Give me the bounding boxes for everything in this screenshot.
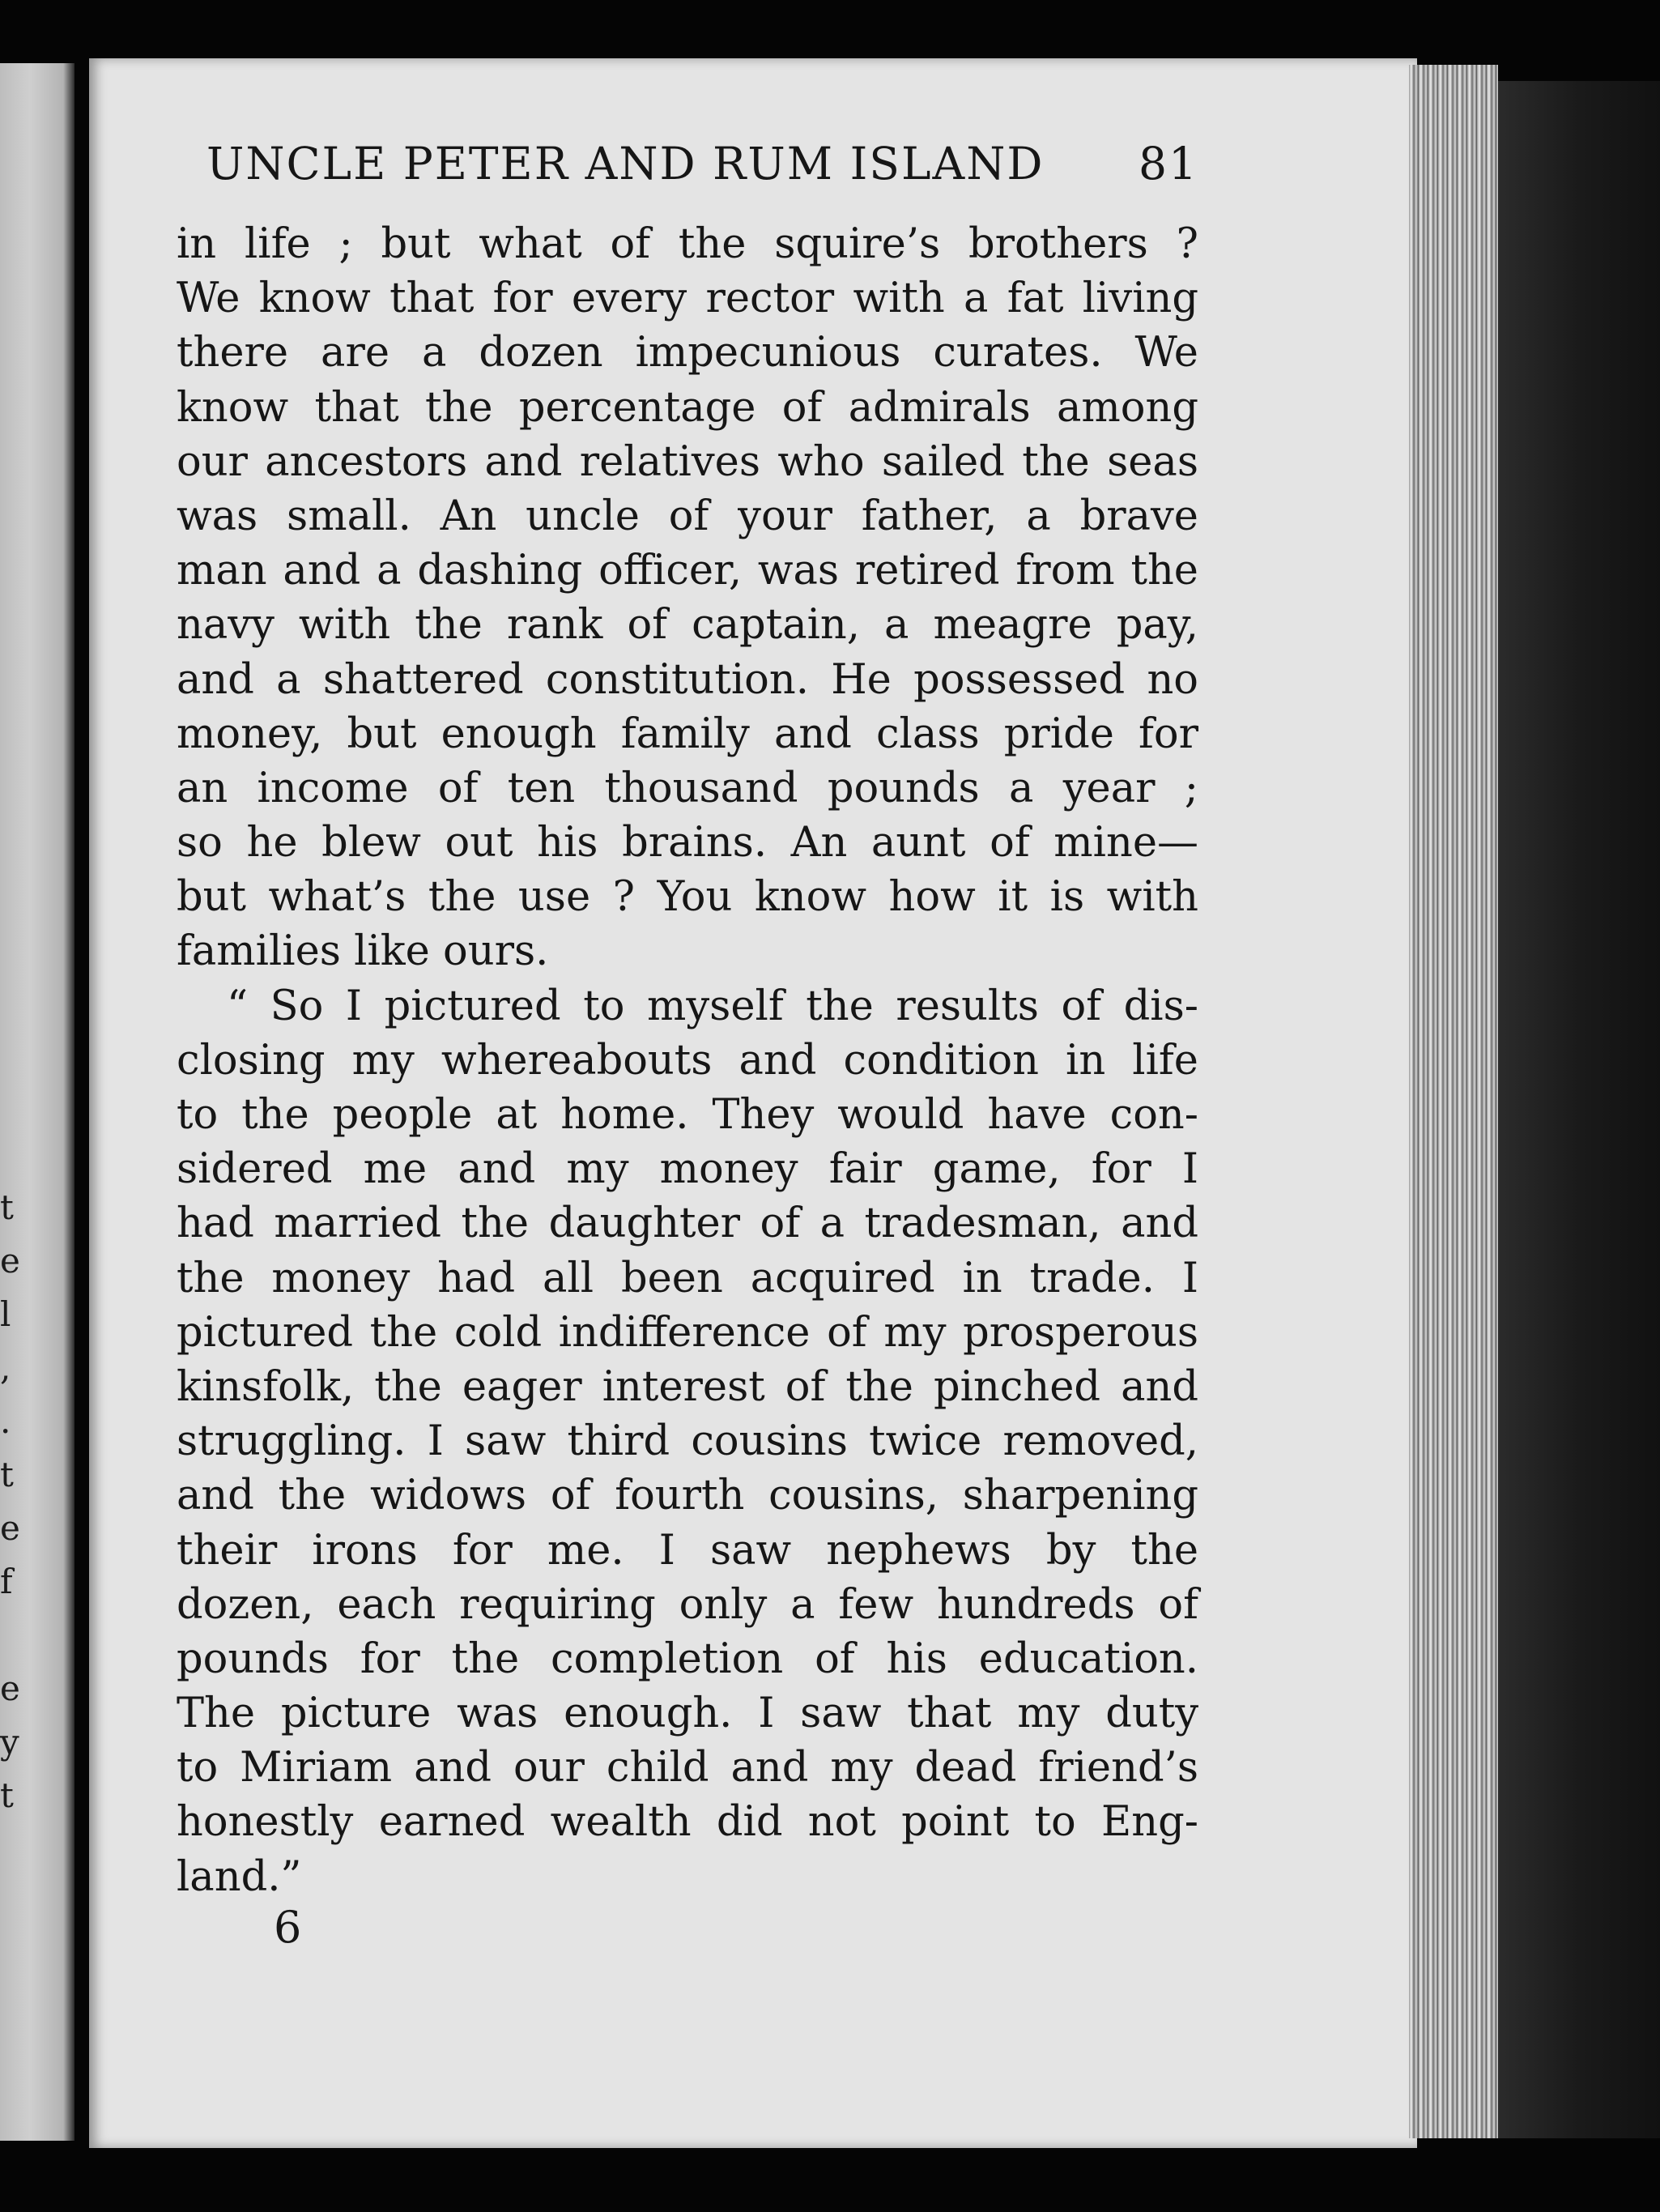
text-line: had married the daughter of a tradesman, and bbox=[177, 1200, 1198, 1248]
facing-page-char: y bbox=[0, 1722, 19, 1762]
facing-page-char: , bbox=[0, 1348, 11, 1387]
text-line: land.” bbox=[177, 1852, 302, 1901]
facing-page-char: e bbox=[0, 1669, 20, 1708]
text-line: closing my whereabouts and condition in life bbox=[177, 1036, 1198, 1085]
text-line: man and a dashing officer, was retired from the bbox=[177, 547, 1198, 595]
text-line: their irons for me. I saw nephews by the bbox=[177, 1526, 1198, 1575]
text-line: sidered me and my money fair game, for I bbox=[177, 1145, 1198, 1194]
text-line: dozen, each requiring only a few hundreds of bbox=[177, 1580, 1198, 1629]
text-line: The picture was enough. I saw that my duty bbox=[177, 1690, 1198, 1738]
facing-page-char: f bbox=[0, 1562, 13, 1601]
signature-mark: 6 bbox=[274, 1902, 302, 1953]
text-line: was small. An uncle of your father, a brave bbox=[177, 492, 1198, 540]
text-line: “ So I pictured to myself the results of dis- bbox=[227, 982, 1198, 1030]
text-line: and the widows of fourth cousins, sharpening bbox=[177, 1472, 1198, 1520]
running-head bbox=[206, 138, 1198, 190]
body-text bbox=[177, 217, 1198, 1904]
page-block-edge bbox=[1409, 65, 1498, 2138]
text-line: money, but enough family and class pride for bbox=[177, 710, 1198, 758]
text-line: honestly earned wealth did not point to Eng- bbox=[177, 1798, 1198, 1847]
facing-page-char: t bbox=[0, 1187, 14, 1227]
text-line: and a shattered constitution. He possessed no bbox=[177, 655, 1198, 704]
text-line: families like ours. bbox=[177, 927, 549, 976]
facing-page-char: e bbox=[0, 1241, 20, 1281]
page-number: 81 bbox=[1139, 138, 1198, 190]
text-line: struggling. I saw third cousins twice removed, bbox=[177, 1417, 1198, 1466]
facing-page-edge bbox=[0, 63, 74, 2141]
running-head-title: UNCLE PETER AND RUM ISLAND bbox=[206, 138, 1045, 190]
facing-page-char bbox=[0, 1609, 23, 1662]
text-line: to Miriam and our child and my dead friend’s bbox=[177, 1744, 1198, 1792]
text-line: navy with the rank of captain, a meagre pay, bbox=[177, 601, 1198, 650]
text-line: our ancestors and relatives who sailed the seas bbox=[177, 437, 1198, 486]
text-line: know that the percentage of admirals among bbox=[177, 383, 1198, 432]
text-line: pictured the cold indifference of my prosperous bbox=[177, 1308, 1198, 1357]
text-line: pounds for the completion of his education. bbox=[177, 1634, 1198, 1683]
facing-page-char: e bbox=[0, 1508, 20, 1548]
text-line: to the people at home. They would have con- bbox=[177, 1091, 1198, 1139]
facing-page-fragments bbox=[0, 1181, 23, 1822]
text-line: an income of ten thousand pounds a year ; bbox=[177, 764, 1198, 812]
text-line: there are a dozen impecunious curates. We bbox=[177, 329, 1198, 377]
text-line: so he blew out his brains. An aunt of mine— bbox=[177, 819, 1198, 867]
facing-page-char: . bbox=[0, 1401, 11, 1441]
paragraph-1 bbox=[177, 217, 1198, 979]
paragraph-2 bbox=[177, 979, 1198, 1904]
book-cover bbox=[1498, 81, 1660, 2138]
text-line: kinsfolk, the eager interest of the pinched and bbox=[177, 1362, 1198, 1411]
text-line: but what’s the use ? You know how it is with bbox=[177, 873, 1198, 922]
text-line: the money had all been acquired in trade. I bbox=[177, 1254, 1198, 1302]
text-line: in life ; but what of the squire’s brothers ? bbox=[177, 220, 1198, 268]
facing-page-char: t bbox=[0, 1775, 14, 1815]
facing-page-char: t bbox=[0, 1455, 14, 1494]
facing-page-char: l bbox=[0, 1294, 11, 1334]
text-line: We know that for every rector with a fat living bbox=[177, 275, 1198, 323]
